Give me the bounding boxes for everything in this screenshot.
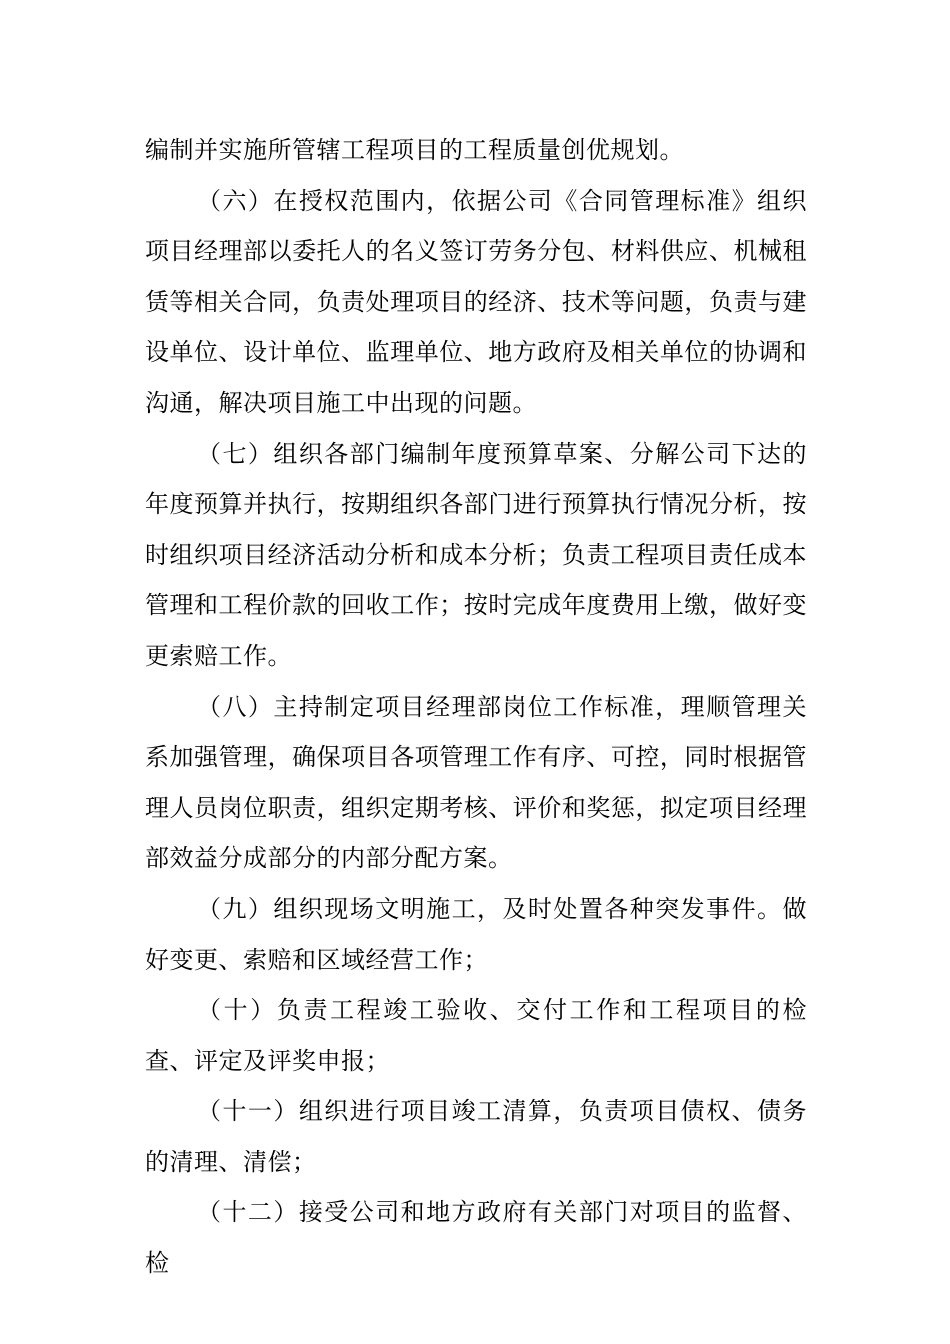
paragraph-continuation: 编制并实施所管辖工程项目的工程质量创优规划。 (145, 136, 684, 164)
paragraph-item-7: （七）组织各部门编制年度预算草案、分解公司下达的年度预算并执行，按期组织各部门进行预算执行情况分析，按时组织项目经济活动分析和成本分析；负责工程项目责任成本管理和工程价款的回收工作；按时完成年度费用上缴，做好变更索赔工作。 (145, 439, 807, 670)
paragraph-item-6: （六）在授权范围内，依据公司《合同管理标准》组织项目经理部以委托人的名义签订劳务分包、材料供应、机械租赁等相关合同，负责处理项目的经济、技术等问题，负责与建设单位、设计单位、监理单位、地方政府及相关单位的协调和沟通，解决项目施工中出现的问题。 (145, 186, 807, 417)
paragraph-item-8: （八）主持制定项目经理部岗位工作标准，理顺管理关系加强管理，确保项目各项管理工作有序、可控，同时根据管理人员岗位职责，组织定期考核、评价和奖惩，拟定项目经理部效益分成部分的内部分配方案。 (145, 692, 807, 873)
paragraph-item-11: （十一）组织进行项目竣工清算，负责项目债权、债务的清理、清偿； (145, 1097, 807, 1176)
paragraph-item-9: （九）组织现场文明施工，及时处置各种突发事件。做好变更、索赔和区域经营工作； (145, 894, 807, 974)
document-body (145, 125, 807, 1289)
paragraph-item-12: （十二）接受公司和地方政府有关部门对项目的监督、检 (145, 1198, 807, 1278)
paragraph-item-10: （十）负责工程竣工验收、交付工作和工程项目的检查、评定及评奖申报； (145, 996, 807, 1075)
